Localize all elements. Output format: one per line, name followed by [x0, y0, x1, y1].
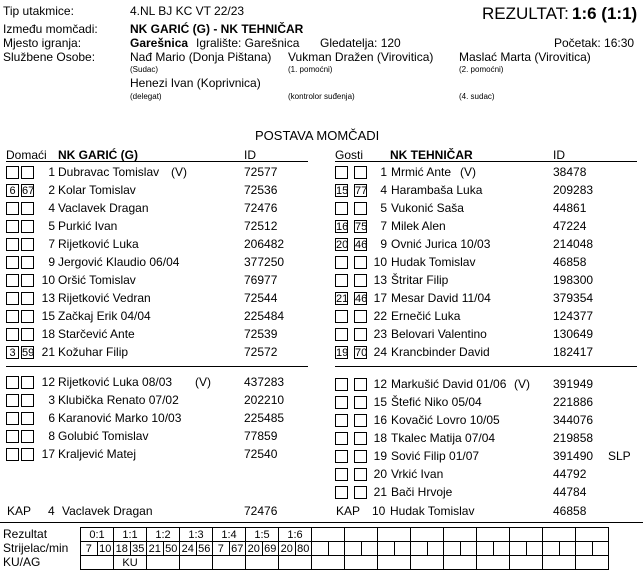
pitch-info: Igralište: Garešnica — [196, 36, 300, 50]
player-id: 46858 — [553, 255, 587, 269]
scorer-minute-cell — [592, 542, 609, 556]
player-id: 209283 — [553, 183, 594, 197]
away-team-name: NK TEHNIČAR — [390, 148, 473, 162]
home-captain-number: 4 — [48, 504, 55, 518]
player-number: 4 — [48, 201, 55, 215]
player-id: 47224 — [553, 219, 587, 233]
player-id: 72512 — [244, 219, 278, 233]
player-name: Rijetković Luka — [58, 237, 139, 251]
player-name: Kolar Tomislav — [58, 183, 136, 197]
score-cell — [477, 528, 510, 542]
event-minute-box — [335, 468, 348, 481]
player-name: Bači Hrvoje — [391, 485, 453, 499]
player-number: 24 — [373, 345, 387, 359]
player-number: 1 — [48, 165, 55, 179]
event-minute-box — [6, 274, 19, 287]
event-minute-box — [21, 166, 34, 179]
event-minute-box — [335, 396, 348, 409]
vice-captain-mark: (V) — [460, 165, 476, 179]
home-id-header: ID — [244, 148, 256, 162]
score-cell: 1:5 — [246, 528, 279, 542]
player-name: Mesar David 11/04 — [391, 291, 491, 305]
player-number: 8 — [48, 429, 55, 443]
home-captain-label: KAP — [7, 504, 32, 518]
kuag-cell — [312, 556, 345, 570]
kuag-cell — [411, 556, 444, 570]
event-minute-box — [6, 448, 19, 461]
player-name: Rijetković Vedran — [58, 291, 151, 305]
player-number: 19 — [373, 449, 387, 463]
player-id: 219858 — [553, 431, 594, 445]
score-cell — [543, 528, 576, 542]
player-number: 17 — [373, 291, 387, 305]
away-captain-number: 10 — [372, 504, 386, 518]
kuag-cell — [477, 556, 510, 570]
scorer-minute-cell: 18 — [114, 542, 131, 556]
scorer-minute-cell: 56 — [196, 542, 213, 556]
divider — [335, 161, 637, 162]
score-cell — [411, 528, 444, 542]
divider — [6, 366, 308, 367]
player-id: 182417 — [553, 345, 594, 359]
event-minute-box — [6, 256, 19, 269]
official-name: Henezi Ivan (Koprivnica) — [130, 76, 261, 90]
player-number: 21 — [373, 485, 387, 499]
event-minute-box — [21, 394, 34, 407]
match-type-label: Tip utakmice: — [3, 4, 74, 18]
kuag-cell — [543, 556, 576, 570]
player-number: 18 — [41, 327, 55, 341]
away-captain-label: KAP — [336, 504, 361, 518]
away-captain-id: 46858 — [553, 504, 587, 518]
score-cell — [312, 528, 345, 542]
event-minute-box: 70 — [355, 347, 368, 359]
scorer-minute-cell: 50 — [163, 542, 180, 556]
player-number: 15 — [373, 395, 387, 409]
player-id: 44861 — [553, 201, 587, 215]
kuag-cell — [576, 556, 609, 570]
player-id: 377250 — [244, 255, 285, 269]
vice-captain-mark: (V) — [195, 375, 211, 389]
match-type-value: 4.NL BJ KC VT 22/23 — [130, 4, 245, 18]
kuag-cell — [444, 556, 477, 570]
divider — [6, 161, 308, 162]
kuag-cell: KU — [114, 556, 147, 570]
player-number: 13 — [41, 291, 55, 305]
player-name: Mrmić Ante — [391, 165, 452, 179]
scorer-minute-cell: 35 — [130, 542, 147, 556]
home-captain-name: Vaclavek Dragan — [62, 504, 153, 518]
player-number: 12 — [41, 375, 55, 389]
player-name: Štritar Filip — [391, 273, 449, 287]
scorer-minute-cell — [444, 542, 461, 556]
event-minute-box — [335, 256, 348, 269]
player-number: 7 — [48, 237, 55, 251]
event-minute-box — [6, 412, 19, 425]
event-minute-box — [6, 238, 19, 251]
player-name: Ernečić Luka — [391, 309, 461, 323]
event-minute-box — [21, 430, 34, 443]
player-id: 72544 — [244, 291, 278, 305]
player-name: Jergović Klaudio 06/04 — [58, 255, 180, 269]
player-id: 391490 — [553, 449, 594, 463]
scorer-minute-cell — [559, 542, 576, 556]
scorer-minute-cell: 20 — [279, 542, 296, 556]
player-id: 77859 — [244, 429, 278, 443]
score-cell — [378, 528, 411, 542]
player-id: 72539 — [244, 327, 278, 341]
player-id: 72536 — [244, 183, 278, 197]
player-id: 38478 — [553, 165, 587, 179]
venue-label: Mjesto igranja: — [3, 36, 82, 50]
event-minute-box — [6, 394, 19, 407]
event-minute-box — [21, 448, 34, 461]
scorer-minute-cell — [345, 542, 362, 556]
scorer-minute-cell — [543, 542, 560, 556]
event-minute-box — [6, 202, 19, 215]
player-id: 72572 — [244, 345, 278, 359]
player-id: 379354 — [553, 291, 594, 305]
player-name: Harambaša Luka — [391, 183, 483, 197]
player-name: Sović Filip 01/07 — [391, 449, 480, 463]
kuag-cell — [180, 556, 213, 570]
player-number: 6 — [48, 411, 55, 425]
vice-captain-mark: (V) — [514, 377, 530, 391]
event-minute-box — [335, 378, 348, 391]
event-minute-box: 59 — [22, 347, 35, 359]
section-title: POSTAVA MOMČADI — [255, 128, 380, 143]
player-name: Ovnić Jurica 10/03 — [391, 237, 491, 251]
player-name: Oršić Tomislav — [58, 273, 136, 287]
player-id: 391949 — [553, 377, 594, 391]
player-name: Kožuhar Filip — [58, 345, 129, 359]
scorer-minute-cell: 24 — [180, 542, 197, 556]
player-id: 44792 — [553, 467, 587, 481]
vice-captain-mark: (V) — [171, 165, 187, 179]
scorer-minute-cell: 7 — [213, 542, 230, 556]
event-minute-box — [335, 486, 348, 499]
player-number: 7 — [380, 219, 387, 233]
scorer-minute-cell — [312, 542, 329, 556]
home-captain-id: 72476 — [244, 504, 278, 518]
home-side-label: Domaći — [6, 148, 47, 162]
player-id: 72577 — [244, 165, 278, 179]
kuag-cell — [345, 556, 378, 570]
player-flag: SLP — [608, 449, 631, 463]
scorer-minute-cell — [394, 542, 411, 556]
player-name: Začkaj Erik 04/04 — [58, 309, 151, 323]
player-name: Belovari Valentino — [391, 327, 487, 341]
divider — [335, 366, 637, 367]
player-id: 198300 — [553, 273, 594, 287]
teams-label: Između momčadi: — [3, 22, 98, 36]
home-team-name: NK GARIĆ (G) — [58, 148, 138, 162]
score-table — [80, 527, 609, 570]
score-cell — [345, 528, 378, 542]
result-label: REZULTAT: — [482, 4, 569, 23]
official-name: Vukman Dražen (Virovitica) — [288, 50, 434, 64]
score-cell: 1:1 — [114, 528, 147, 542]
player-name: Klubička Renato 07/02 — [58, 393, 179, 407]
player-number: 22 — [373, 309, 387, 323]
event-minute-box — [21, 376, 34, 389]
official-role: (Sudac) — [130, 65, 159, 74]
event-minute-box — [6, 376, 19, 389]
score-cell: 0:1 — [81, 528, 114, 542]
scorer-row-label: Strijelac/min — [3, 541, 69, 555]
scorer-minute-cell: 21 — [147, 542, 164, 556]
scorer-minute-cell — [510, 542, 527, 556]
player-id: 76977 — [244, 273, 278, 287]
scorer-minute-cell — [493, 542, 510, 556]
event-minute-box — [6, 430, 19, 443]
player-name: Starčević Ante — [58, 327, 135, 341]
event-minute-box — [6, 292, 19, 305]
player-name: Markušić David 01/06 — [391, 377, 507, 391]
divider — [0, 522, 643, 523]
official-role: (delegat) — [130, 92, 162, 101]
scorer-minute-cell — [427, 542, 444, 556]
official-role: (1. pomoćni) — [288, 65, 333, 74]
player-id: 225485 — [244, 411, 285, 425]
player-name: Karanović Marko 10/03 — [58, 411, 182, 425]
official-role: (kontrolor suđenja) — [288, 92, 355, 101]
player-name: Purkić Ivan — [58, 219, 118, 233]
event-minute-box: 75 — [355, 221, 368, 233]
player-id: 72476 — [244, 201, 278, 215]
player-number: 9 — [48, 255, 55, 269]
official-name: Nađ Mario (Donja Pištana) — [130, 50, 272, 64]
event-minute-box: 46 — [355, 293, 368, 305]
player-number: 12 — [373, 377, 387, 391]
player-name: Krancbinder David — [391, 345, 490, 359]
scorer-minute-cell: 20 — [246, 542, 263, 556]
venue-value: Garešnica — [130, 36, 189, 50]
score-cell: 1:6 — [279, 528, 312, 542]
scorer-minute-cell — [460, 542, 477, 556]
event-minute-box: 3 — [6, 346, 19, 359]
scorer-minute-cell — [411, 542, 428, 556]
player-number: 16 — [373, 413, 387, 427]
scorer-minute-cell — [361, 542, 378, 556]
event-minute-box: 15 — [336, 185, 349, 197]
event-minute-box — [21, 256, 34, 269]
player-name: Hudak Tomislav — [391, 255, 476, 269]
player-name: Vaclavek Dragan — [58, 201, 149, 215]
player-name: Rijetković Luka 08/03 — [58, 375, 173, 389]
event-minute-box — [21, 292, 34, 305]
player-number: 17 — [41, 447, 55, 461]
event-minute-box: 77 — [355, 185, 368, 197]
score-cell: 1:2 — [147, 528, 180, 542]
kuag-cell — [279, 556, 312, 570]
player-number: 1 — [380, 165, 387, 179]
event-minute-box — [335, 432, 348, 445]
event-minute-box — [335, 328, 348, 341]
event-minute-box — [6, 220, 19, 233]
official-role: (2. pomoćni) — [459, 65, 504, 74]
event-minute-box: 20 — [336, 239, 349, 251]
player-id: 44784 — [553, 485, 587, 499]
kuag-cell — [246, 556, 279, 570]
player-number: 18 — [373, 431, 387, 445]
player-number: 5 — [48, 219, 55, 233]
player-id: 437283 — [244, 375, 285, 389]
scorer-minute-cell — [378, 542, 395, 556]
score-cell — [576, 528, 609, 542]
player-id: 72540 — [244, 447, 278, 461]
kuag-cell — [213, 556, 246, 570]
kuag-row-label: KU/AG — [3, 555, 41, 569]
score-cell — [444, 528, 477, 542]
player-number: 9 — [380, 237, 387, 251]
kuag-cell — [378, 556, 411, 570]
player-number: 5 — [380, 201, 387, 215]
event-minute-box — [6, 166, 19, 179]
player-name: Dubravac Tomislav — [58, 165, 160, 179]
player-id: 130649 — [553, 327, 594, 341]
score-cell: 1:4 — [213, 528, 246, 542]
event-minute-box — [335, 310, 348, 323]
kickoff-time: Početak: 16:30 — [554, 36, 635, 50]
player-id: 124377 — [553, 309, 594, 323]
player-number: 21 — [41, 345, 55, 359]
event-minute-box — [335, 274, 348, 287]
player-id: 206482 — [244, 237, 285, 251]
event-minute-box — [21, 274, 34, 287]
player-name: Vrkić Ivan — [391, 467, 444, 481]
scorer-minute-cell: 80 — [295, 542, 312, 556]
player-number: 20 — [373, 467, 387, 481]
teams-value: NK GARIĆ (G) - NK TEHNIČAR — [130, 22, 304, 36]
scorer-minute-cell: 10 — [97, 542, 114, 556]
player-id: 214048 — [553, 237, 594, 251]
event-minute-box: 6 — [6, 184, 19, 197]
event-minute-box — [335, 450, 348, 463]
attendance: Gledatelja: 120 — [320, 36, 401, 50]
player-name: Milek Alen — [391, 219, 446, 233]
player-name: Kraljević Matej — [58, 447, 137, 461]
player-name: Kovačić Lovro 10/05 — [391, 413, 500, 427]
officials-label: Službene Osobe: — [3, 50, 96, 64]
event-minute-box — [335, 166, 348, 179]
event-minute-box — [21, 202, 34, 215]
kuag-cell — [81, 556, 114, 570]
player-name: Tkalec Matija 07/04 — [391, 431, 496, 445]
event-minute-box — [21, 220, 34, 233]
player-number: 3 — [48, 393, 55, 407]
event-minute-box: 67 — [22, 185, 35, 197]
player-number: 10 — [41, 273, 55, 287]
event-minute-box — [21, 412, 34, 425]
player-number: 4 — [380, 183, 387, 197]
result-value: 1:6 (1:1) — [572, 4, 638, 23]
scorer-minute-cell — [576, 542, 593, 556]
away-captain-name: Hudak Tomislav — [390, 504, 475, 518]
kuag-cell — [510, 556, 543, 570]
player-id: 221886 — [553, 395, 594, 409]
player-number: 2 — [48, 183, 55, 197]
official-name: Maslać Marta (Virovitica) — [459, 50, 591, 64]
away-side-label: Gosti — [335, 148, 364, 162]
event-minute-box — [6, 328, 19, 341]
player-name: Golubić Tomislav — [58, 429, 149, 443]
event-minute-box: 16 — [336, 221, 349, 233]
player-id: 344076 — [553, 413, 594, 427]
player-number: 23 — [373, 327, 387, 341]
player-number: 15 — [41, 309, 55, 323]
scorer-minute-cell: 67 — [229, 542, 246, 556]
event-minute-box — [21, 328, 34, 341]
score-row-label: Rezultat — [3, 527, 48, 541]
event-minute-box — [21, 238, 34, 251]
player-number: 10 — [373, 255, 387, 269]
score-cell: 1:3 — [180, 528, 213, 542]
event-minute-box — [335, 202, 348, 215]
score-cell — [510, 528, 543, 542]
player-id: 225484 — [244, 309, 285, 323]
event-minute-box: 21 — [336, 293, 349, 305]
event-minute-box: 19 — [336, 347, 349, 359]
scorer-minute-cell — [526, 542, 543, 556]
player-id: 202210 — [244, 393, 285, 407]
player-name: Štefić Niko 05/04 — [391, 395, 482, 409]
event-minute-box: 46 — [355, 239, 368, 251]
kuag-cell — [147, 556, 180, 570]
away-id-header: ID — [553, 148, 565, 162]
official-role: (4. sudac) — [459, 92, 495, 101]
event-minute-box — [6, 310, 19, 323]
scorer-minute-cell — [328, 542, 345, 556]
event-minute-box — [335, 414, 348, 427]
scorer-minute-cell: 69 — [262, 542, 279, 556]
player-number: 13 — [373, 273, 387, 287]
scorer-minute-cell: 7 — [81, 542, 98, 556]
player-name: Vukonić Saša — [391, 201, 464, 215]
event-minute-box — [21, 310, 34, 323]
scorer-minute-cell — [477, 542, 494, 556]
